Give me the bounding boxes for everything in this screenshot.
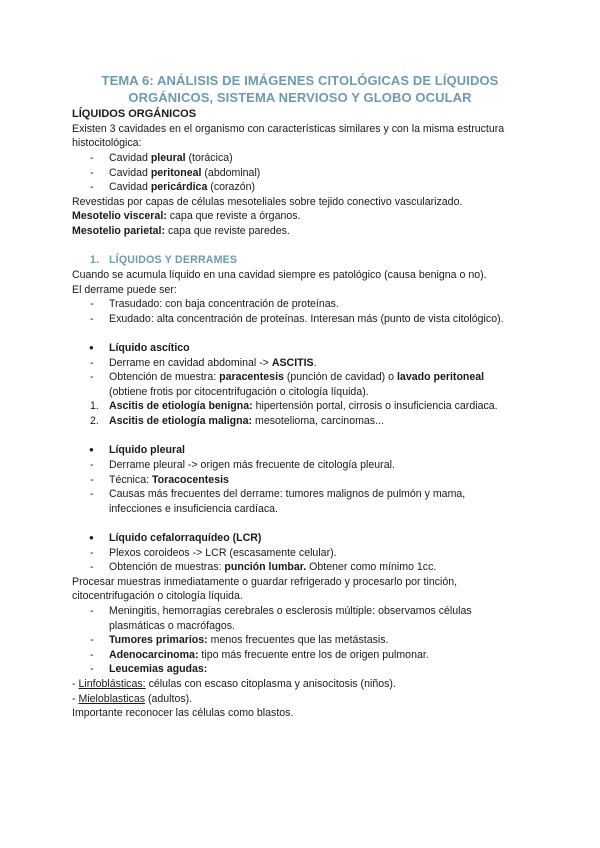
title-line-1: TEMA 6: ANÁLISIS DE IMÁGENES CITOLÓGICAS DE LÍQUIDOS xyxy=(101,73,499,88)
section-number: 1. xyxy=(90,254,100,266)
text-citocentrifugacion: citocentrifugación o citología líquida. xyxy=(72,590,243,602)
dash-marker: - xyxy=(90,634,94,646)
text-mesotelio-parietal: Mesotelio parietal: capa que reviste paredes. xyxy=(72,225,290,237)
bullet-icon: ● xyxy=(89,445,94,454)
dash-marker: - xyxy=(90,371,94,383)
dash-marker: - xyxy=(90,488,94,500)
list-item-obtencion-cont: (obtiene frotis por citocentrifugación o citología líquida). xyxy=(109,386,369,398)
list-item-meningitis-cont: plasmáticas o macrófagos. xyxy=(109,620,236,632)
dash-marker: - xyxy=(90,181,94,193)
dash-marker: - xyxy=(90,152,94,164)
list-item-leucemias: Leucemias agudas: xyxy=(109,663,208,675)
list-item-exudado: Exudado: alta concentración de proteínas. Interesan más (punto de vista citológico). xyxy=(109,313,504,325)
subheading-lcr: Líquido cefalorraquídeo (LCR) xyxy=(109,532,262,544)
list-item-causas: Causas más frecuentes del derrame: tumores malignos de pulmón y mama, xyxy=(109,488,466,500)
text-derrame-puede-ser: El derrame puede ser: xyxy=(72,284,177,296)
list-item-obtencion-muestra: Obtención de muestra: paracentesis (punción de cavidad) o lavado peritoneal xyxy=(109,371,485,383)
list-item-puncion: Obtención de muestras: punción lumbar. Obtener como mínimo 1cc. xyxy=(109,561,437,573)
list-item-adenocarcinoma: Adenocarcinoma: tipo más frecuente entre los de origen pulmonar. xyxy=(109,649,429,661)
list-item-tumores-primarios: Tumores primarios: menos frecuentes que las metástasis. xyxy=(109,634,389,646)
text-procesar: Procesar muestras inmediatamente o guardar refrigerado y procesarlo por tinción, xyxy=(72,576,458,588)
dash-marker: - xyxy=(90,313,94,325)
text-revestidas: Revestidas por capas de células mesoteliales sobre tejido conectivo vascularizado. xyxy=(72,196,463,208)
section-title-liquidos-derrames: LÍQUIDOS Y DERRAMES xyxy=(109,254,238,266)
list-item-plexos: Plexos coroideos -> LCR (escasamente celular). xyxy=(109,547,337,559)
dash-marker: - xyxy=(90,547,94,559)
bullet-icon: ● xyxy=(89,533,94,542)
title-line-2: ORGÁNICOS, SISTEMA NERVIOSO Y GLOBO OCULAR xyxy=(128,90,472,105)
list-item-meningitis: Meningitis, hemorragias cerebrales o esclerosis múltiple: observamos células xyxy=(109,605,472,617)
list-item-derrame-pleural: Derrame pleural -> origen más frecuente de citología pleural. xyxy=(109,459,395,471)
dash-marker: - xyxy=(90,357,94,369)
list-item-cavidad-pleural: Cavidad pleural (torácica) xyxy=(109,152,233,164)
dash-marker: - xyxy=(90,605,94,617)
subheading-liquido-pleural: Líquido pleural xyxy=(109,444,185,456)
list-item-cavidad-peritoneal: Cavidad peritoneal (abdominal) xyxy=(109,167,261,179)
heading-liquidos-organicos: LÍQUIDOS ORGÁNICOS xyxy=(72,108,197,120)
intro-line-1: Existen 3 cavidades en el organismo con características similares y con la misma estructura xyxy=(72,123,505,135)
text-mesotelio-visceral: Mesotelio visceral: capa que reviste a órganos. xyxy=(72,210,301,222)
dash-marker: - xyxy=(90,561,94,573)
list-item-tecnica: Técnica: Toracocentesis xyxy=(109,474,229,486)
subheading-liquido-ascitico: Líquido ascítico xyxy=(109,342,190,354)
number-marker: 1. xyxy=(90,400,99,412)
text-linfoblasticas: - Linfoblásticas: células con escaso citoplasma y anisocitosis (niños). xyxy=(72,678,396,690)
list-item-causas-cont: infecciones e insuficiencia cardíaca. xyxy=(109,503,279,515)
list-item-trasudado: Trasudado: con baja concentración de proteínas. xyxy=(109,298,339,310)
number-marker: 2. xyxy=(90,415,99,427)
numbered-item-ascitis-benigna: Ascitis de etiología benigna: hipertensión portal, cirrosis o insuficiencia cardiaca. xyxy=(109,400,498,412)
dash-marker: - xyxy=(90,649,94,661)
intro-line-2: histocitológica: xyxy=(72,137,142,149)
text-mieloblasticas: - Mieloblasticas (adultos). xyxy=(72,693,193,705)
dash-marker: - xyxy=(90,459,94,471)
list-item-cavidad-pericardica: Cavidad pericárdica (corazón) xyxy=(109,181,256,193)
dash-marker: - xyxy=(90,663,94,675)
dash-marker: - xyxy=(90,474,94,486)
dash-marker: - xyxy=(90,167,94,179)
list-item-derrame-abdominal: Derrame en cavidad abdominal -> ASCITIS. xyxy=(109,357,317,369)
dash-marker: - xyxy=(90,298,94,310)
bullet-icon: ● xyxy=(89,343,94,352)
text-importante: Importante reconocer las células como blastos. xyxy=(72,707,294,719)
text-acumula: Cuando se acumula líquido en una cavidad siempre es patológico (causa benigna o no). xyxy=(72,269,487,281)
document-title xyxy=(80,72,520,106)
numbered-item-ascitis-maligna: Ascitis de etiología maligna: mesotelioma, carcinomas... xyxy=(109,415,384,427)
